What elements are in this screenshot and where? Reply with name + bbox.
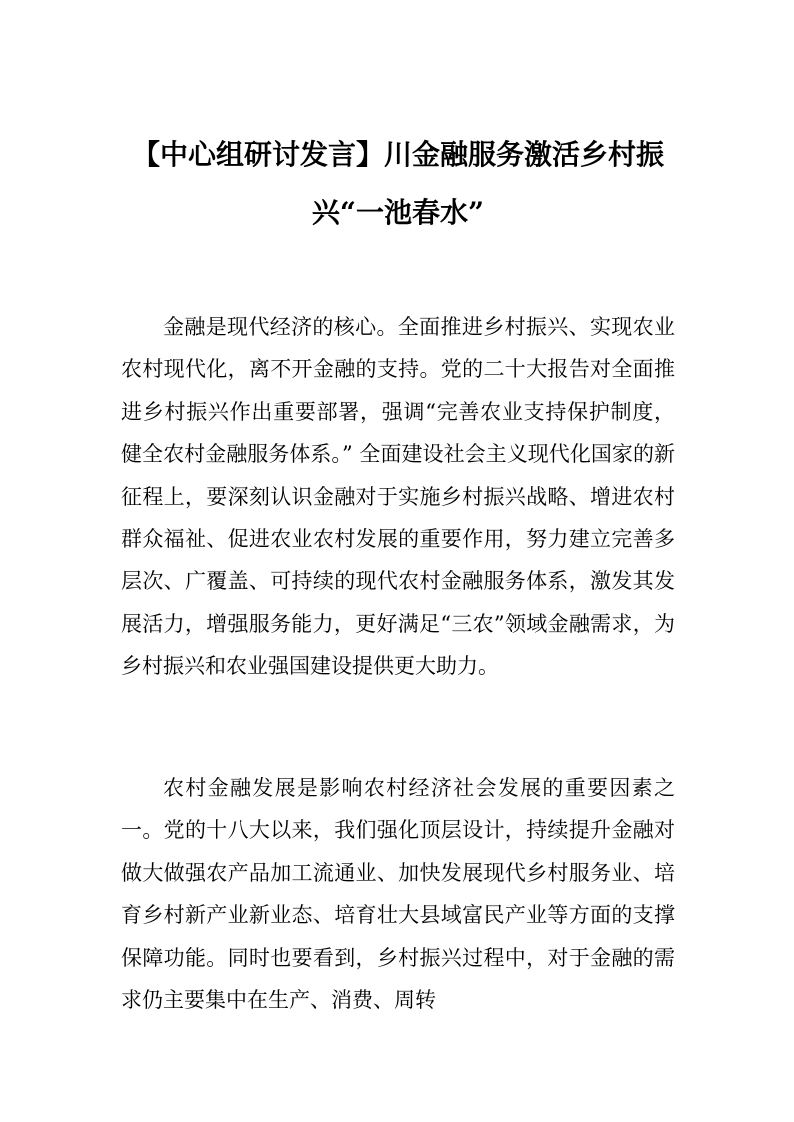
body-paragraph-2: 农村金融发展是影响农村经济社会发展的重要因素之一。党的十八大以来，我们强化顶层设计，持续提升金融对做大做强农产品加工流通业、加快发展现代乡村服务业、培育乡村新产业新业态、培育壮大县域富民产业等方面的支撑保障功能。同时也要看到，乡村振兴过程中，对于金融的需求仍主要集中在生产、消费、周转	[121, 776, 675, 1013]
document-title	[118, 126, 678, 242]
body-paragraph-1: 金融是现代经济的核心。全面推进乡村振兴、实现农业农村现代化，离不开金融的支持。党的二十大报告对全面推进乡村振兴作出重要部署，强调“完善农业支持保护制度，健全农村金融服务体系。” 全面建设社会主义现代化国家的新征程上，要深刻认识金融对于实施乡村振兴战略、增进农村群众福祉、促进农业农村发展的重要作用，努力建立完善多层次、广覆盖、可持续的现代农村金融服务体系，激发其发展活力，增强服务能力，更好满足“三农”领域金融需求，为乡村振兴和农业强国建设提供更大助力。	[121, 315, 675, 679]
title-line-1: 【中心组研讨发言】川金融服务激活乡村振	[131, 138, 664, 171]
title-line-2: 兴“一池春水”	[311, 196, 485, 229]
